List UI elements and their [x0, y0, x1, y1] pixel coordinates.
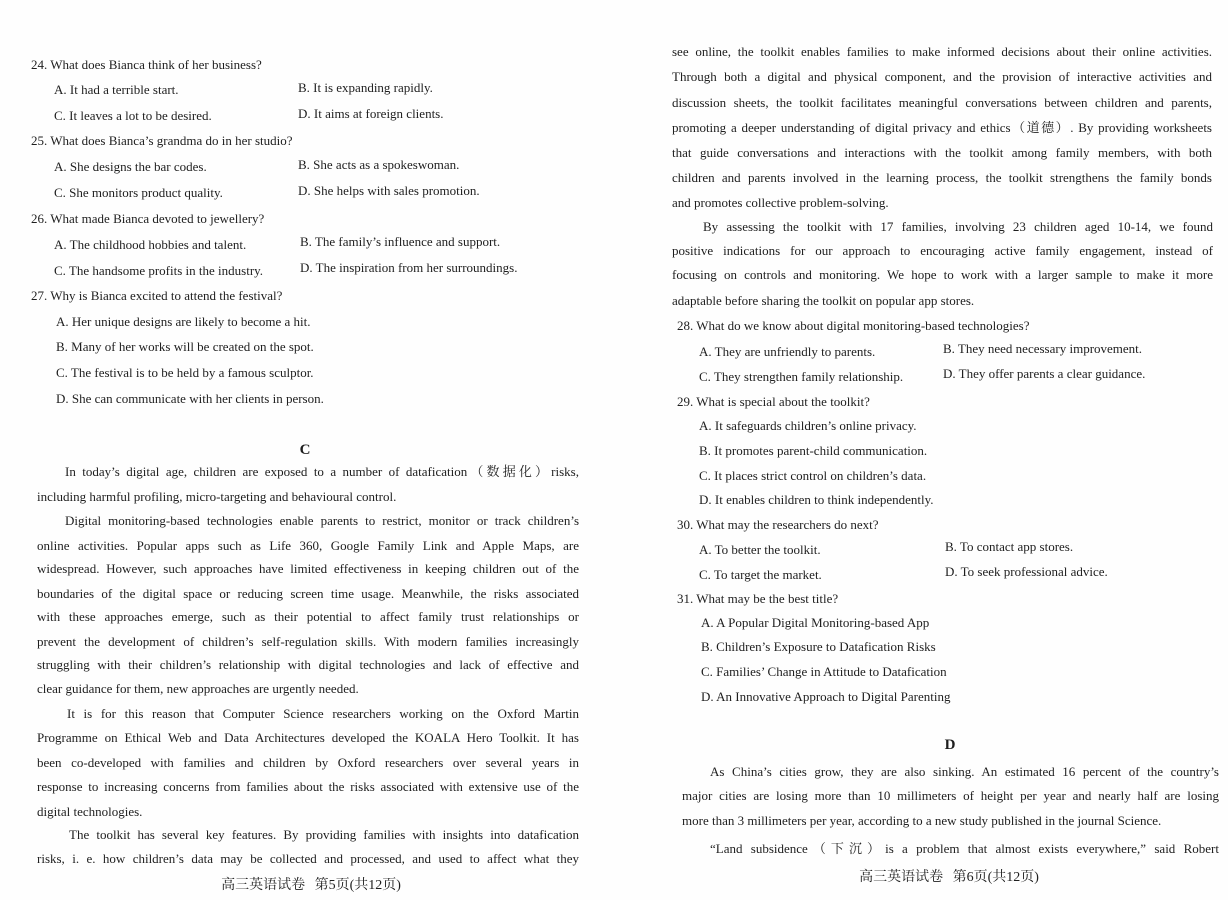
passage-c-line: By assessing the toolkit with 17 families, involving 23 children aged 10-14, we found — [703, 219, 1213, 234]
question-25-option-d: D. She helps with sales promotion. — [298, 183, 480, 198]
passage-c-line: response to increasing concerns from families about the risks associated with extensive use of the — [37, 779, 579, 794]
question-31-stem: 31. What may be the best title? — [677, 591, 839, 606]
passage-c-line: In today’s digital age, children are exposed to a number of datafication（数据化）risks, — [65, 464, 579, 479]
question-27-option-c: C. The festival is to be held by a famous sculptor. — [56, 365, 314, 380]
section-c-heading: C — [299, 442, 311, 458]
question-31-option-c: C. Families’ Change in Attitude to Datafication — [701, 664, 947, 679]
passage-c-line: boundaries of the digital space or reducing screen time usage. Meanwhile, the risks associated — [37, 586, 579, 601]
passage-c-line: discussion sheets, the toolkit facilitates meaningful conversations between children and parents, — [672, 95, 1212, 110]
passage-d-line: As China’s cities grow, they are also sinking. An estimated 16 percent of the country’s — [710, 764, 1219, 779]
question-30-stem: 30. What may the researchers do next? — [677, 517, 879, 532]
question-27-option-a: A. Her unique designs are likely to become a hit. — [56, 314, 311, 329]
passage-c-line: Through both a digital and physical component, and the provision of interactive activities and — [672, 69, 1212, 84]
question-29-option-b: B. It promotes parent-child communication. — [699, 443, 928, 458]
question-30-option-b: B. To contact app stores. — [945, 539, 1074, 554]
question-30-option-a: A. To better the toolkit. — [699, 542, 821, 557]
question-28-option-a: A. They are unfriendly to parents. — [699, 344, 876, 359]
passage-c-line: Programme on Ethical Web and Data Architectures developed the KOALA Hero Toolkit. It has — [37, 730, 579, 745]
passage-d-line: “Land subsidence（下沉）is a problem that almost exists everywhere,” said Robert — [710, 841, 1219, 856]
question-28-option-b: B. They need necessary improvement. — [943, 341, 1143, 356]
question-27-option-d: D. She can communicate with her clients in person. — [56, 391, 324, 406]
question-29-stem: 29. What is special about the toolkit? — [677, 394, 870, 409]
passage-c-line: promoting a deeper understanding of digital privacy and ethics（道德）. By providing worksheets — [672, 120, 1212, 135]
question-25-option-c: C. She monitors product quality. — [54, 185, 223, 200]
passage-c-line: with these approaches emerge, such as their potential to affect family trust relationships or — [37, 609, 579, 624]
question-29-option-c: C. It places strict control on children’s data. — [699, 468, 927, 483]
passage-c-line: that guide conversations and interactions with the toolkit among family members, with both — [672, 145, 1212, 160]
right-page — [614, 0, 1228, 900]
passage-c-line: It is for this reason that Computer Science researchers working on the Oxford Martin — [67, 706, 579, 721]
question-29-option-a: A. It safeguards children’s online privacy. — [699, 418, 917, 433]
section-d-heading: D — [944, 737, 956, 753]
passage-c-line: positive indications for our approach to encouraging active family engagement, instead of — [672, 243, 1213, 258]
question-30-option-c: C. To target the market. — [699, 567, 822, 582]
question-25-option-b: B. She acts as a spokeswoman. — [298, 157, 460, 172]
passage-c-line: been co-developed with families and children by Oxford researchers over several years in — [37, 755, 579, 770]
passage-c-line: adaptable before sharing the toolkit on popular app stores. — [672, 293, 975, 308]
passage-c-line: Digital monitoring-based technologies enable parents to restrict, monitor or track children’s — [65, 513, 579, 528]
question-24-option-a: A. It had a terrible start. — [54, 82, 179, 97]
passage-c-line: The toolkit has several key features. By providing families with insights into datafication — [69, 827, 579, 842]
passage-c-line: prevent the development of children’s self-regulation skills. With modern families increasingly — [37, 634, 579, 649]
question-24-option-d: D. It aims at foreign clients. — [298, 106, 444, 121]
passage-c-line: focusing on controls and monitoring. We hope to work with a larger sample to make it more — [672, 267, 1213, 282]
passage-c-line: widespread. However, such approaches have limited effectiveness in keeping children out of the — [37, 561, 579, 576]
question-26-option-d: D. The inspiration from her surroundings. — [300, 260, 518, 275]
page-footer: 高三英语试卷 第6页(共12页) — [859, 870, 1039, 885]
question-26-option-b: B. The family’s influence and support. — [300, 234, 501, 249]
question-31-option-a: A. A Popular Digital Monitoring-based App — [701, 615, 930, 630]
passage-c-line: including harmful profiling, micro-targeting and behavioural control. — [37, 489, 397, 504]
passage-c-line: struggling with their children’s relationship with digital technologies and lack of effective and — [37, 657, 579, 672]
question-28-option-c: C. They strengthen family relationship. — [699, 369, 904, 384]
passage-c-line: digital technologies. — [37, 804, 143, 819]
passage-c-line: online activities. Popular apps such as Life 360, Google Family Link and Apple Maps, are — [37, 538, 579, 553]
question-27-stem: 27. Why is Bianca excited to attend the festival? — [31, 288, 283, 303]
question-28-option-d: D. They offer parents a clear guidance. — [943, 366, 1146, 381]
passage-c-line: children and parents involved in the learning process, the toolkit strengthens the family bonds — [672, 170, 1212, 185]
question-29-option-d: D. It enables children to think independently. — [699, 492, 934, 507]
passage-c-line: clear guidance for them, new approaches are urgently needed. — [37, 681, 359, 696]
question-24-stem: 24. What does Bianca think of her business? — [31, 57, 262, 72]
question-31-option-b: B. Children’s Exposure to Datafication Risks — [701, 639, 936, 654]
question-28-stem: 28. What do we know about digital monitoring-based technologies? — [677, 318, 1030, 333]
passage-d-line: major cities are losing more than 10 millimeters of height per year and nearly half are losing — [682, 788, 1219, 803]
question-26-option-a: A. The childhood hobbies and talent. — [54, 237, 247, 252]
question-26-option-c: C. The handsome profits in the industry. — [54, 263, 264, 278]
question-27-option-b: B. Many of her works will be created on the spot. — [56, 339, 314, 354]
passage-d-line: more than 3 millimeters per year, according to a new study published in the journal Science. — [682, 813, 1162, 828]
question-25-option-a: A. She designs the bar codes. — [54, 159, 207, 174]
question-24-option-c: C. It leaves a lot to be desired. — [54, 108, 212, 123]
passage-c-line: risks, i. e. how children’s data may be collected and processed, and used to affect what they — [37, 851, 579, 866]
passage-c-line: and promotes collective problem-solving. — [672, 195, 889, 210]
question-31-option-d: D. An Innovative Approach to Digital Parenting — [701, 689, 951, 704]
page-footer: 高三英语试卷 第5页(共12页) — [221, 878, 401, 893]
question-24-option-b: B. It is expanding rapidly. — [298, 80, 433, 95]
question-25-stem: 25. What does Bianca’s grandma do in her studio? — [31, 133, 293, 148]
question-30-option-d: D. To seek professional advice. — [945, 564, 1108, 579]
passage-c-line: see online, the toolkit enables families to make informed decisions about their online activities. — [672, 44, 1212, 59]
question-26-stem: 26. What made Bianca devoted to jewellery? — [31, 211, 265, 226]
